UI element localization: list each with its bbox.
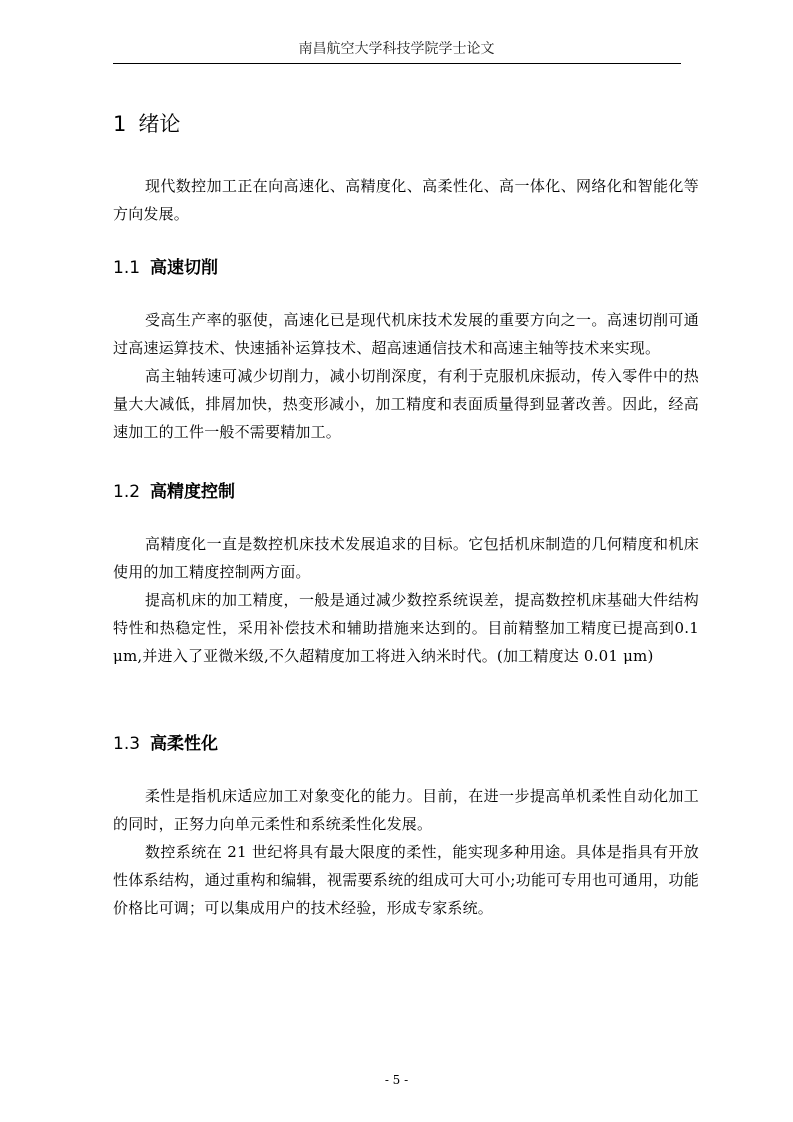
chapter-number: 1 [113,112,127,136]
paragraph: 高主轴转速可减少切削力，减小切削深度，有利于克服机床振动，传入零件中的热量大大减低，排屑加快，热变形减小，加工精度和表面质量得到显著改善。因此，经高速加工的工件一般不需要精加工。 [113,367,699,441]
section-number: 1.2 [113,482,141,502]
section-title: 高柔性化 [150,734,219,754]
paragraph: 数控系统在 21 世纪将具有最大限度的柔性，能实现多种用途。具体是指具有开放性体系结构，通过重构和编辑，视需要系统的组成可大可小;功能可专用也可通用，功能价格比可调；可以集成用户的技术经验，形成专家系统。 [113,843,699,917]
intro-paragraph-block [113,172,699,228]
paragraph: 提高机床的加工精度，一般是通过减少数控系统误差，提高数控机床基础大件结构特性和热稳定性，采用补偿技术和辅助措施来达到的。目前精整加工精度已提高到0.1 μm,并进入了亚微米级,不久超精度加工将进入纳米时代。(加工精度达 0.01 μm) [113,591,699,665]
paragraph: 柔性是指机床适应加工对象变化的能力。目前，在进一步提高单机柔性自动化加工的同时，正努力向单元柔性和系统柔性化发展。 [113,787,699,833]
section-title: 高速切削 [150,258,219,278]
section-number: 1.3 [113,734,141,754]
section-title: 高精度控制 [150,482,236,502]
section-body-1-1 [113,306,699,446]
section-body-1-2 [113,530,699,670]
section-number: 1.1 [113,258,141,278]
intro-paragraph: 现代数控加工正在向高速化、高精度化、高柔性化、高一体化、网络化和智能化等方向发展。 [113,177,699,223]
chapter-title: 绪论 [138,112,181,136]
section-heading-1-3 [113,729,699,754]
running-header: 南昌航空大学科技学院学士论文 [298,41,495,57]
paragraph: 受高生产率的驱使，高速化已是现代机床技术发展的重要方向之一。高速切削可通过高速运算技术、快速插补运算技术、超高速通信技术和高速主轴等技术来实现。 [113,311,699,357]
paragraph: 高精度化一直是数控机床技术发展追求的目标。它包括机床制造的几何精度和机床使用的加工精度控制两方面。 [113,535,699,581]
chapter-heading [113,108,699,138]
section-heading-1-1 [113,253,699,278]
header-rule [113,63,681,64]
section-body-1-3 [113,782,699,922]
section-heading-1-2 [113,477,699,502]
page-number: - 5 - [384,1073,409,1087]
